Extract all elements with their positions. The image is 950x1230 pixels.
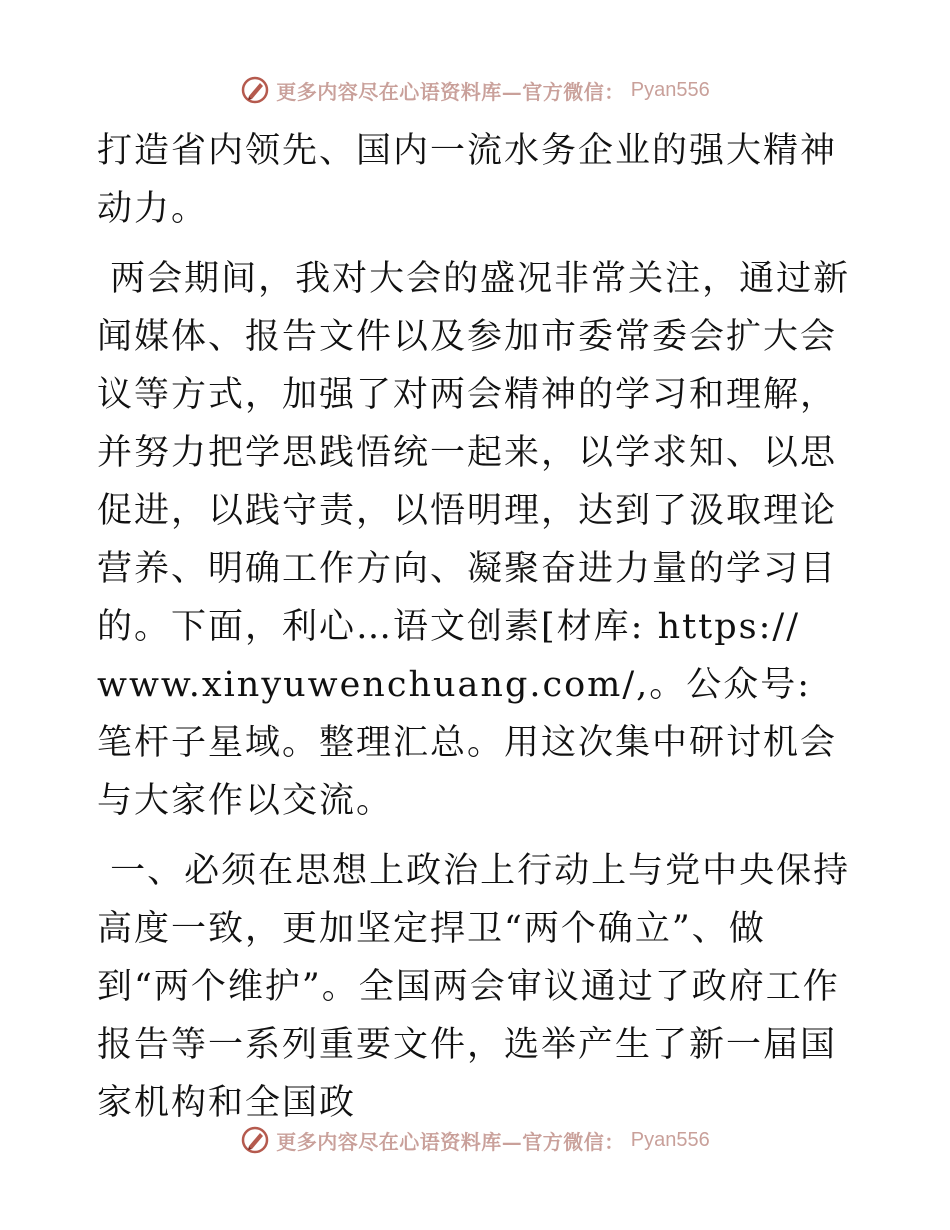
document-body bbox=[97, 122, 857, 1144]
pen-logo-icon bbox=[240, 1125, 270, 1155]
paragraph-1: 打造省内领先、国内一流水务企业的强大精神动力。 bbox=[97, 131, 838, 229]
footer-banner-account: Pyan556 bbox=[630, 1128, 710, 1151]
footer-watermark-banner bbox=[0, 1120, 950, 1160]
header-banner-account: Pyan556 bbox=[630, 78, 710, 101]
header-watermark-banner bbox=[0, 70, 950, 110]
header-banner-text: 更多内容尽在心语资料库—官方微信： bbox=[276, 79, 625, 104]
paragraph-3: 一、必须在思想上政治上行动上与党中央保持高度一致，更加坚定捍卫“两个确立”、做到“两个维护”。全国两会审议通过了政府工作报告等一系列重要文件，选举产生了新一届国家机构和全国政 bbox=[97, 851, 851, 1123]
pen-logo-icon bbox=[240, 75, 270, 105]
footer-banner-text: 更多内容尽在心语资料库—官方微信： bbox=[276, 1129, 625, 1154]
paragraph-2: 两会期间，我对大会的盛况非常关注，通过新闻媒体、报告文件以及参加市委常委会扩大会议等方式，加强了对两会精神的学习和理解，并努力把学思践悟统一起来，以学求知、以思促进，以践守责，以悟明理，达到了汲取理论营养、明确工作方向、凝聚奋进力量的学习目的。下面，利心…语文创素[材库: https:// www.xinyuwenchuang.com/,。公众号: 笔杆子星域。整理汇总。用这次集中研讨机会与大家作以交流。 bbox=[97, 259, 851, 821]
